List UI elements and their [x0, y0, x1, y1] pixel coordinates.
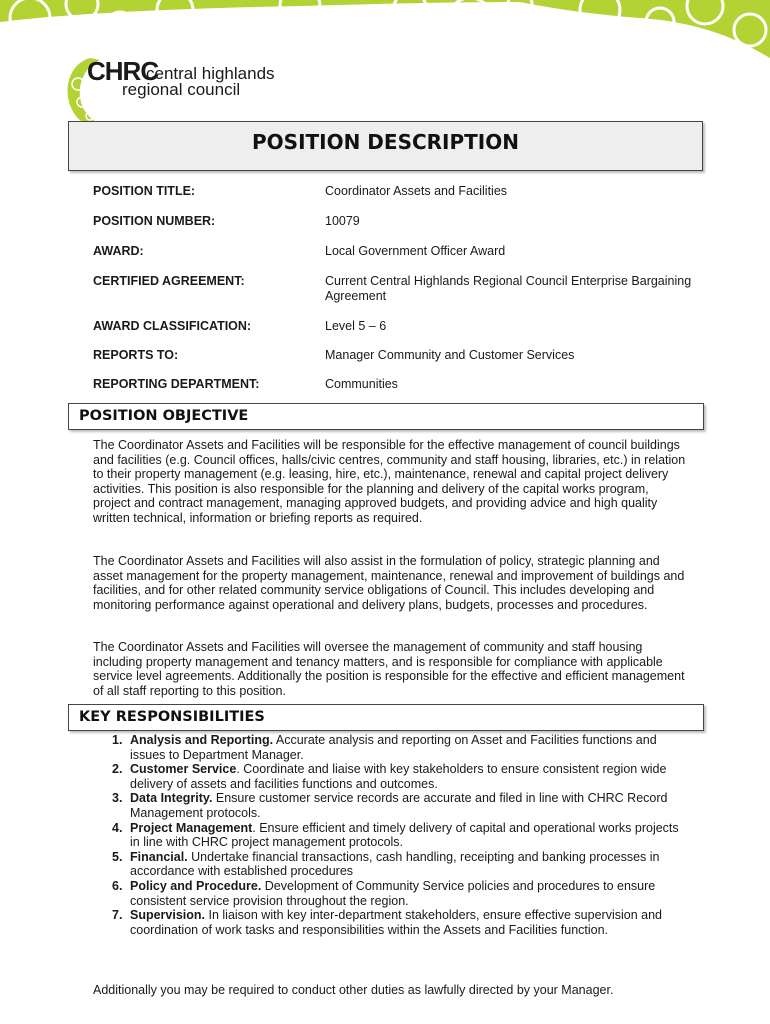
list-item: [112, 733, 682, 762]
detail-label: CERTIFIED AGREEMENT:: [93, 274, 245, 288]
logo-line-2: regional council: [122, 80, 241, 99]
section-heading-objective: [68, 403, 704, 430]
item-text: . Ensure efficient and timely delivery of capital and operational works projects in line with CHRC project management protocols.: [130, 820, 679, 850]
item-text: Development of Community Service policies and procedures to ensure consistent service provision throughout the region.: [130, 878, 656, 908]
item-number: 5.: [112, 849, 123, 864]
section-heading-responsibilities: [68, 704, 704, 731]
detail-value: Local Government Officer Award: [325, 244, 506, 258]
item-number: 6.: [112, 878, 123, 893]
item-title: Policy and Procedure.: [130, 878, 262, 893]
document-title-box: [68, 121, 703, 171]
item-text: In liaison with key inter-department stakeholders, ensure effective supervision and coordination of work tasks and responsibilities within the Assets and Facilities function.: [130, 908, 662, 937]
list-item: [112, 850, 682, 879]
detail-value: Manager Community and Customer Services: [325, 348, 575, 362]
detail-value: Communities: [325, 377, 398, 391]
objective-paragraph-2: The Coordinator Assets and Facilities will also assist in the formulation of policy, strategic planning and asset management for the property management, maintenance, renewal and improvement of buildings and facilities, and for other related community service obligations of Council. This includes developing and monitoring performance against operational and delivery plans, budgets, processes and procedures.: [93, 554, 685, 612]
item-text: Accurate analysis and reporting on Asset and Facilities functions and issues to Department Manager.: [130, 733, 657, 762]
list-item: [112, 791, 682, 820]
list-item: [112, 821, 682, 850]
responsibilities-list: [112, 733, 682, 937]
section-heading-text: KEY RESPONSIBILITIES: [79, 709, 265, 725]
item-title: Customer Service: [130, 762, 237, 777]
detail-label: POSITION TITLE:: [93, 184, 196, 198]
list-item: [112, 879, 682, 908]
item-title: Analysis and Reporting.: [130, 733, 274, 747]
detail-label: AWARD CLASSIFICATION:: [93, 319, 252, 333]
item-text: Undertake financial transactions, cash handling, receipting and banking processes in accordance with established procedures: [130, 849, 660, 879]
header-decoration: [0, 0, 770, 60]
footer-note: Additionally you may be required to conduct other duties as lawfully directed by your Manager.: [93, 983, 614, 997]
section-heading-text: POSITION OBJECTIVE: [79, 408, 249, 424]
item-text: Ensure customer service records are accurate and filed in line with CHRC Record Management protocols.: [130, 791, 668, 820]
detail-label: REPORTS TO:: [93, 348, 179, 362]
item-number: 4.: [112, 820, 123, 835]
list-item: [112, 762, 682, 791]
item-title: Financial.: [130, 849, 188, 864]
item-title: Supervision.: [130, 908, 206, 923]
objective-paragraph-3: The Coordinator Assets and Facilities will oversee the management of community and staff housing including property management and tenancy matters, and is responsible for compliance with applicable service level agreements. Additionally the position is responsible for the effective and efficient management of all staff reporting to this position.: [93, 640, 685, 698]
detail-label: POSITION NUMBER:: [93, 214, 216, 228]
detail-value: Current Central Highlands Regional Council Enterprise Bargaining Agreement: [325, 274, 692, 303]
item-title: Data Integrity.: [130, 791, 213, 806]
item-number: 7.: [112, 908, 123, 923]
detail-value: Level 5 – 6: [325, 319, 387, 333]
item-number: 1.: [112, 733, 123, 747]
detail-value: 10079: [325, 214, 360, 228]
logo-line-1: central highlands: [146, 64, 275, 83]
list-item: [112, 908, 682, 937]
detail-label: REPORTING DEPARTMENT:: [93, 377, 260, 391]
detail-label: AWARD:: [93, 244, 144, 258]
item-number: 2.: [112, 762, 123, 777]
item-title: Project Management: [130, 820, 253, 835]
document-title: POSITION DESCRIPTION: [252, 130, 519, 154]
item-number: 3.: [112, 791, 123, 806]
objective-paragraph-1: The Coordinator Assets and Facilities will be responsible for the effective management of council buildings and facilities (e.g. Council offices, halls/civic centres, community and staff housing, libraries, etc.) in relation to their property management (e.g. leasing, hire, etc.), maintenance, renewal and capital project delivery activities. This position is also responsible for the planning and delivery of the capital works program, project and contract management, managing approved budgets, and providing advice and high quality written technical, information or briefing reports as required.: [93, 438, 686, 525]
detail-value: Coordinator Assets and Facilities: [325, 184, 508, 198]
item-text: . Coordinate and liaise with key stakeholders to ensure consistent region wide delivery of assets and facilities functions and outcomes.: [130, 762, 667, 791]
logo-acronym: CHRC: [87, 56, 159, 86]
